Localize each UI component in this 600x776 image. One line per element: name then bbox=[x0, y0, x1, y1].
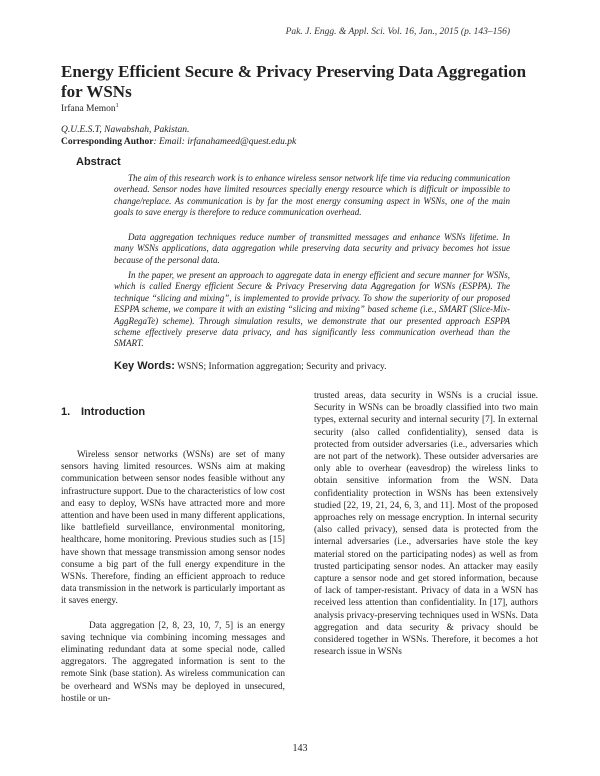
paper-title: Energy Efficient Secure & Privacy Preserving Data Aggregation for WSNs bbox=[61, 62, 527, 101]
journal-header: Pak. J. Engg. & Appl. Sci. Vol. 16, Jan., 2015 (p. 143–156) bbox=[285, 27, 510, 37]
page-number: 143 bbox=[292, 743, 308, 754]
keywords-label: Key Words: bbox=[114, 360, 175, 372]
section-title: Introduction bbox=[81, 406, 146, 418]
author-sup: 1 bbox=[115, 103, 119, 109]
intro-paragraph-continued: trusted areas, data security in WSNs is a crucial issue. Security in WSNs can be broadly classified into two main types, external security and internal security [7]. In external security (also called confidentiality), sensed data is protected from outsider adversaries (i.e., adversaries which are not part of the network). These outsider adversaries are only able to overhear (eavesdrop) the wireless links to obtain sensitive information from the WSN. Data confidentiality protection in WSNs has been extensively studied [22, 19, 21, 24, 6, 3, and 11]. Most of the proposed approaches rely on message encryption. In internal security (also called privacy), sensed data is protected from the internal adversaries (i.e., adversaries have stole the key material stored on the participating nodes) as well as from trusted participating sensor nodes. An attacker may easily capture a sensor node and get stored information, because of lack of tamper-resistant. Privacy of data in a WSN has received less attention than confidentiality. In [17], authors analysis privacy-preserving techniques used in WSNs. Data aggregation and data security & privacy should be considered together in WSNs. Therefore, it becomes a hot research issue in WSNs bbox=[314, 391, 538, 658]
section-heading-introduction bbox=[61, 406, 145, 418]
keywords bbox=[114, 360, 387, 372]
corresponding-author bbox=[61, 137, 296, 147]
right-column bbox=[314, 390, 538, 658]
author-line bbox=[61, 103, 119, 114]
corresponding-email: : Email: irfanahameed@quest.edu.pk bbox=[153, 137, 297, 147]
keywords-text: WSNS; Information aggregation; Security and privacy. bbox=[177, 362, 387, 372]
left-column bbox=[61, 449, 285, 705]
abstract-heading: Abstract bbox=[76, 156, 121, 168]
affiliation: Q.U.E.S.T, Nawabshah, Pakistan. bbox=[61, 125, 190, 135]
author-name: Irfana Memon bbox=[61, 104, 116, 115]
abstract-paragraph-3: In the paper, we present an approach to aggregate data in energy efficient and secure manner for WSNs, which is called Energy efficient Secure & Privacy Preserving data Aggregation for WSNs (ESPPA). The technique “slicing and mixing”, is implemented to provide privacy. To show the superiority of our proposed ESPPA scheme, we compare it with an existing “slicing and mixing” based scheme (i.e., SMART (Slice-Mix-AggRegaTe) scheme). Through simulation results, we demonstrate that our presented approach ESPPA scheme effectively preserve data privacy, and has significantly less communication overhead than the SMART. bbox=[114, 270, 510, 349]
corresponding-label: Corresponding Author bbox=[61, 137, 154, 147]
intro-paragraph-2: Data aggregation [2, 8, 23, 10, 7, 5] is an energy saving technique via combining incoming messages and eliminating redundant data at some special node, called aggregators. The aggregated information is sent to the remote Sink (base station). As wireless communication can be overheard and WSNs may be deployed in unsecured, hostile or un- bbox=[61, 620, 285, 704]
abstract-paragraph-1: The aim of this research work is to enhance wireless sensor network life time via reducing communication overhead. Sensor nodes have limited resources specially energy resource which is difficult or impossible to change/replace. As communication is by far the most energy consuming aspect in WSNs, one of the main goals to save energy is therefore to reduce communication overhead. bbox=[114, 173, 510, 218]
abstract-paragraph-2: Data aggregation techniques reduce number of transmitted messages and enhance WSNs lifetime. In many WSNs applications, data aggregation while preserving data security and privacy becomes hot issue because of the personal data. bbox=[114, 232, 510, 265]
section-number: 1. bbox=[61, 406, 71, 418]
intro-paragraph-1: Wireless sensor networks (WSNs) are set of many sensors having limited resources. WSNs aim at making communication between sensor nodes feasible without any infrastructure support. Due to the characteristics of low cost and easy to deploy, WSNs have attracted more and more attention and have been used in many different applications, like battlefield surveillance, environmental monitoring, healthcare, home monitoring. Previous studies such as [15] have shown that message transmission among sensor nodes consume a big part of the full energy expenditure in the WSNs. Therefore, finding an efficient approach to reduce data transmission in the network is particularly important as it saves energy. bbox=[61, 450, 285, 607]
